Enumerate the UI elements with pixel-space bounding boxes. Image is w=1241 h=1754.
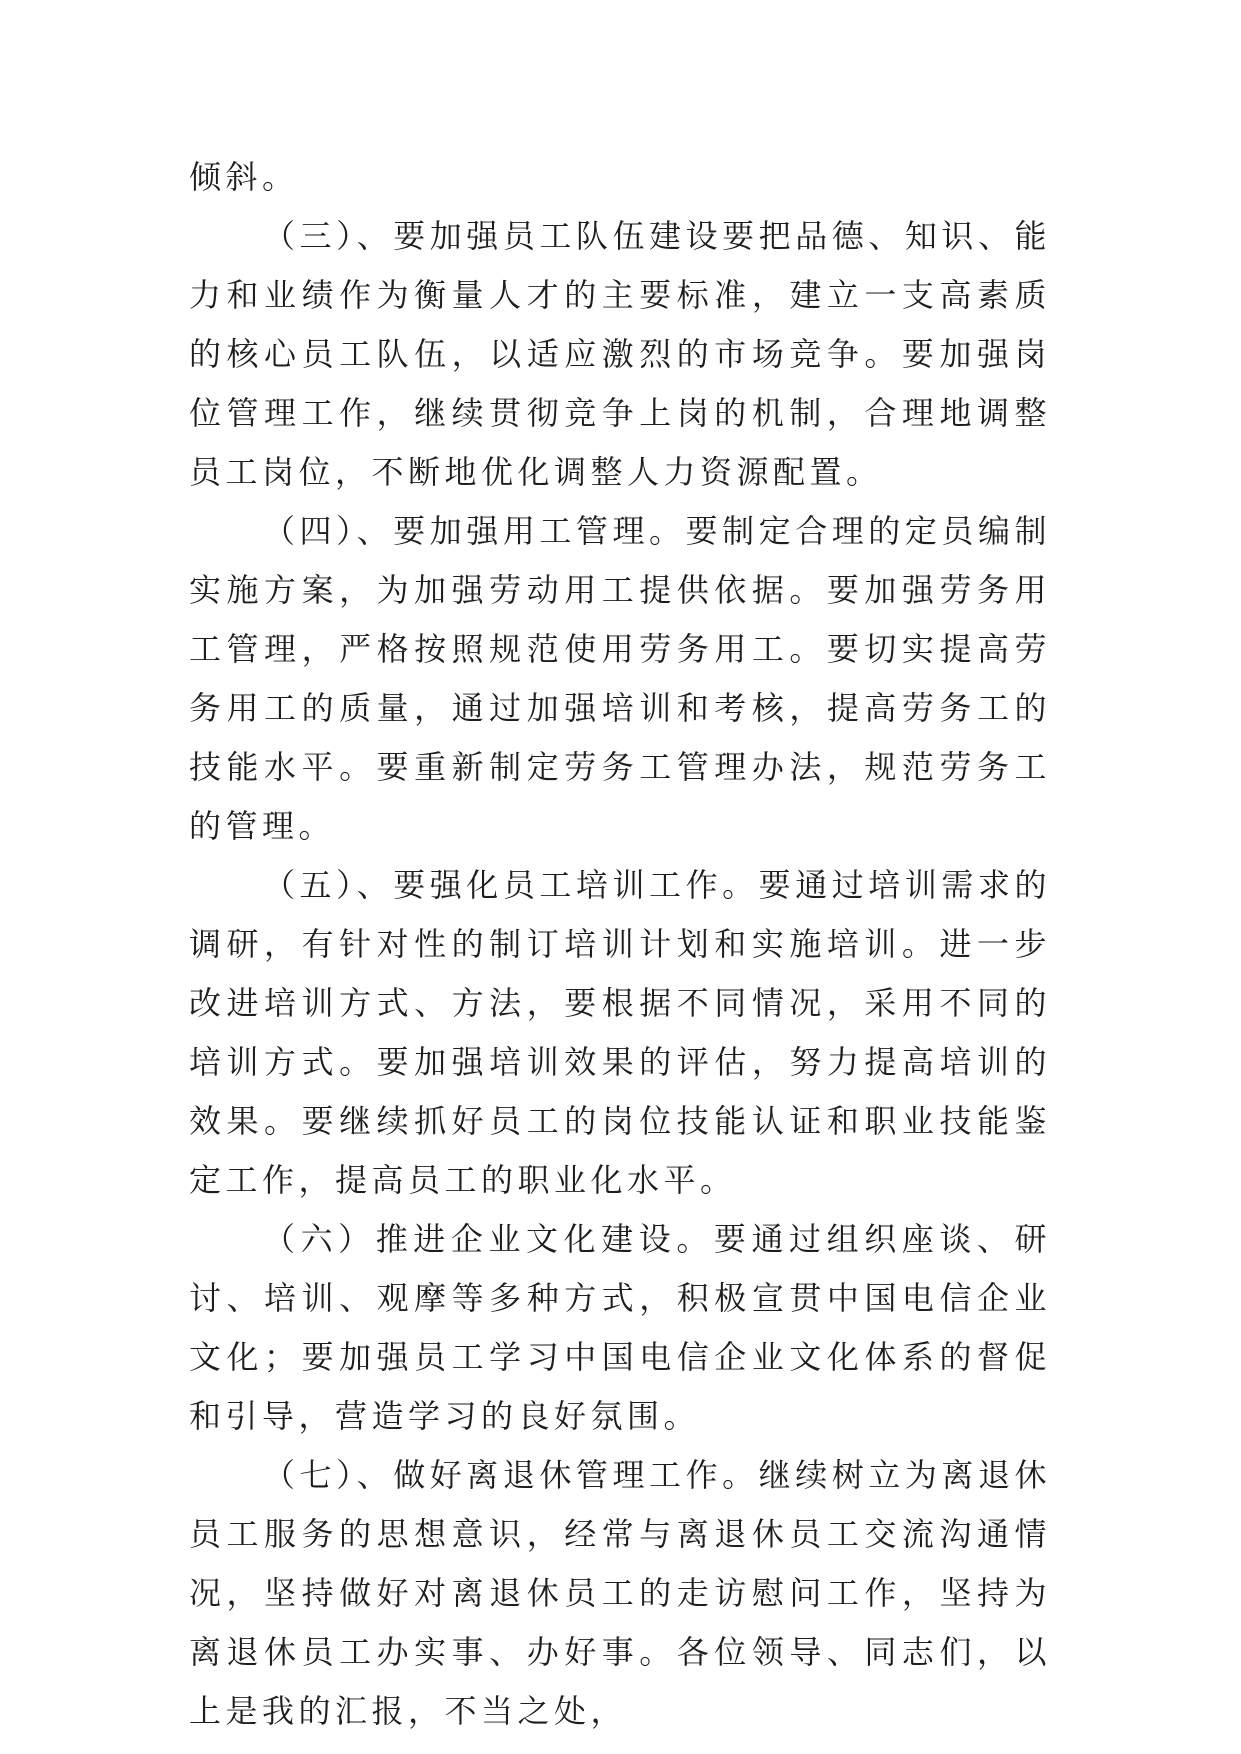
document-body xyxy=(189,148,1051,1741)
paragraph-section-4: （四）、要加强用工管理。要制定合理的定员编制实施方案，为加强劳动用工提供依据。要加强劳务用工管理，严格按照规范使用劳务用工。要切实提高劳务用工的质量，通过加强培训和考核，提高劳务工的技能水平。要重新制定劳务工管理办法，规范劳务工的管理。 xyxy=(189,512,1051,845)
paragraph-continuation: 倾斜。 xyxy=(189,158,299,196)
paragraph-section-3: （三）、要加强员工队伍建设要把品德、知识、能力和业绩作为衡量人才的主要标准，建立一支高素质的核心员工队伍，以适应激烈的市场竞争。要加强岗位管理工作，继续贯彻竞争上岗的机制，合理地调整员工岗位，不断地优化调整人力资源配置。 xyxy=(189,217,1051,491)
paragraph-section-7: （七）、做好离退休管理工作。继续树立为离退休员工服务的思想意识，经常与离退休员工交流沟通情况，坚持做好对离退休员工的走访慰问工作，坚持为离退休员工办实事、办好事。各位领导、同志们，以上是我的汇报，不当之处， xyxy=(189,1456,1051,1730)
paragraph-section-5: （五）、要强化员工培训工作。要通过培训需求的调研，有针对性的制订培训计划和实施培训。进一步改进培训方式、方法，要根据不同情况，采用不同的培训方式。要加强培训效果的评估，努力提高培训的效果。要继续抓好员工的岗位技能认证和职业技能鉴定工作，提高员工的职业化水平。 xyxy=(189,866,1051,1199)
paragraph-section-6: （六）推进企业文化建设。要通过组织座谈、研讨、培训、观摩等多种方式，积极宣贯中国电信企业文化；要加强员工学习中国电信企业文化体系的督促和引导，营造学习的良好氛围。 xyxy=(189,1220,1051,1435)
